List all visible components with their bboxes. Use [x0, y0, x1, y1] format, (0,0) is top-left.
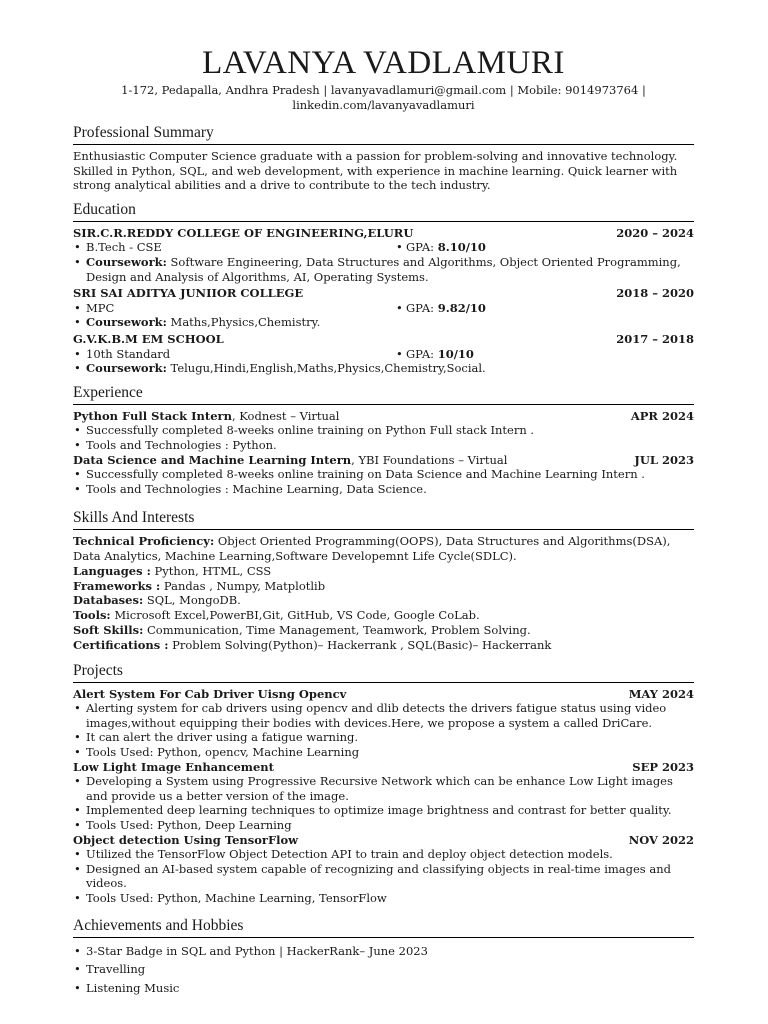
- project-date: NOV 2022: [628, 832, 694, 847]
- achievement-item: • Listening Music: [73, 979, 694, 998]
- education-entry: [73, 286, 694, 330]
- projects-section: [73, 661, 694, 906]
- section-title-experience: Experience: [73, 383, 694, 405]
- education-dates: 2017 – 2018: [616, 331, 694, 346]
- mobile-text: Mobile: 9014973764: [517, 83, 639, 97]
- section-title-summary: Professional Summary: [73, 123, 694, 145]
- education-entry: [73, 332, 694, 376]
- skill-line: Frameworks : Pandas , Numpy, Matplotlib: [73, 578, 326, 593]
- linkedin-link[interactable]: linkedin.com/lavanyavadlamuri: [292, 98, 475, 112]
- project-date: SEP 2023: [632, 759, 694, 774]
- project-bullet: • Designed an AI-based system capable of recognizing and classifying objects in real-time images and videos.: [73, 862, 694, 891]
- contact-line: 1-172, Pedapalla, Andhra Pradesh | lavanyavadlamuri@gmail.com | Mobile: 9014973764 | linkedin.com/lavanyavadlamuri: [121, 83, 646, 112]
- experience-bullet: • Tools and Technologies : Machine Learning, Data Science.: [73, 482, 694, 497]
- project-name: Alert System For Cab Driver Uisng Opencv: [73, 686, 347, 701]
- section-title-achievements: Achievements and Hobbies: [73, 916, 694, 938]
- project-entry: [73, 760, 694, 833]
- skills-section: [73, 508, 694, 652]
- project-entry: [73, 687, 694, 760]
- experience-bullet: • Tools and Technologies : Python.: [73, 438, 694, 453]
- skill-line: Languages : Python, HTML, CSS: [73, 563, 272, 578]
- gpa-text: • GPA: 10/10: [396, 347, 474, 362]
- skill-line: Technical Proficiency: Object Oriented Programming(OOPS), Data Structures and Algorithms(DSA), Data Analytics, Machine Learning,Software Developemnt Life Cycle(SDLC).: [73, 534, 671, 564]
- degree-text: • 10th Standard: [73, 347, 396, 362]
- experience-bullet: • Successfully completed 8-weeks online training on Data Science and Machine Learning Intern .: [73, 467, 694, 482]
- education-section: [73, 200, 694, 376]
- school-name: SIR.C.R.REDDY COLLEGE OF ENGINEERING,ELURU: [73, 225, 414, 240]
- degree-text: • MPC: [73, 301, 396, 316]
- achievement-item: • Travelling: [73, 960, 694, 979]
- project-bullet: • Developing a System using Progressive Recursive Network which can be enhance Low Light images and provide us a better version of the image.: [73, 774, 694, 803]
- gpa-text: • GPA: 8.10/10: [396, 240, 486, 255]
- project-bullet: • Implemented deep learning techniques to optimize image brightness and contrast for better quality.: [73, 803, 694, 818]
- candidate-name: LAVANYA VADLAMURI: [202, 45, 565, 81]
- experience-entry: [73, 453, 694, 497]
- project-name: Low Light Image Enhancement: [73, 759, 274, 774]
- address-text: 1-172, Pedapalla, Andhra Pradesh: [121, 83, 320, 97]
- degree-text: • B.Tech - CSE: [73, 240, 396, 255]
- experience-date: JUL 2023: [634, 452, 694, 467]
- summary-text: Enthusiastic Computer Science graduate with a passion for problem-solving and innovative technology. Skilled in Python, SQL, and web development, with experience in machine learning. Quick learner with strong analytical abilities and a drive to contribute to the tech industry.: [73, 149, 678, 193]
- experience-date: APR 2024: [630, 408, 694, 423]
- skill-line: Tools: Microsoft Excel,PowerBI,Git, GitHub, VS Code, Google CoLab.: [73, 608, 480, 623]
- skill-line: Databases: SQL, MongoDB.: [73, 593, 241, 608]
- section-title-education: Education: [73, 200, 694, 222]
- experience-section: [73, 383, 694, 497]
- coursework-text: • Coursework: Maths,Physics,Chemistry.: [73, 315, 694, 330]
- skill-line: Certifications : Problem Solving(Python)– Hackerrank , SQL(Basic)– Hackerrank: [73, 637, 552, 652]
- education-entry: [73, 226, 694, 284]
- skill-line: Soft Skills: Communication, Time Management, Teamwork, Problem Solving.: [73, 623, 531, 638]
- section-title-projects: Projects: [73, 661, 694, 683]
- resume-page: [73, 44, 694, 997]
- email-link[interactable]: lavanyavadlamuri@gmail.com: [330, 83, 507, 97]
- summary-section: [73, 123, 694, 193]
- school-name: G.V.K.B.M EM SCHOOL: [73, 331, 224, 346]
- project-name: Object detection Using TensorFlow: [73, 832, 299, 847]
- project-bullet: • Utilized the TensorFlow Object Detection API to train and deploy object detection models.: [73, 847, 694, 862]
- project-bullet: • Alerting system for cab drivers using opencv and dlib detects the drivers fatigue status using video images,without equipping their bodies with devices.Here, we propose a system a called DriCare.: [73, 701, 694, 730]
- gpa-text: • GPA: 9.82/10: [396, 301, 486, 316]
- school-name: SRI SAI ADITYA JUNIIOR COLLEGE: [73, 286, 304, 301]
- achievement-item: • 3-Star Badge in SQL and Python | HackerRank– June 2023: [73, 942, 694, 961]
- section-title-skills: Skills And Interests: [73, 508, 694, 530]
- education-dates: 2020 – 2024: [616, 225, 694, 240]
- coursework-text: • Coursework: Software Engineering, Data Structures and Algorithms, Object Oriented Programming, Design and Analysis of Algorithms, AI, Operating Systems.: [73, 255, 694, 284]
- project-bullet: • It can alert the driver using a fatigue warning.: [73, 730, 694, 745]
- experience-role: Data Science and Machine Learning Intern, YBI Foundations – Virtual: [73, 452, 508, 467]
- project-bullet: • Tools Used: Python, opencv, Machine Learning: [73, 745, 694, 760]
- experience-bullet: • Successfully completed 8-weeks online training on Python Full stack Intern .: [73, 423, 694, 438]
- project-date: MAY 2024: [628, 686, 694, 701]
- project-entry: [73, 833, 694, 906]
- project-bullet: • Tools Used: Python, Machine Learning, TensorFlow: [73, 891, 694, 906]
- project-bullet: • Tools Used: Python, Deep Learning: [73, 818, 694, 833]
- experience-entry: [73, 409, 694, 453]
- experience-role: Python Full Stack Intern, Kodnest – Virtual: [73, 408, 340, 423]
- achievements-section: [73, 916, 694, 998]
- coursework-text: • Coursework: Telugu,Hindi,English,Maths,Physics,Chemistry,Social.: [73, 361, 694, 376]
- education-dates: 2018 – 2020: [616, 286, 694, 301]
